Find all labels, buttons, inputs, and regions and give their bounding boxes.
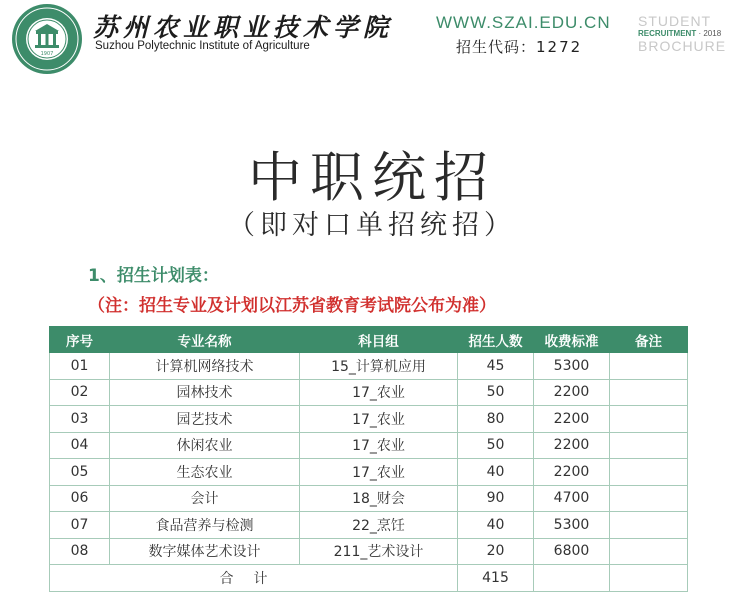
cell-fee: 5300 — [534, 353, 610, 380]
cell-major: 园林技术 — [110, 379, 300, 406]
table-row — [50, 459, 688, 486]
cell-remarks — [610, 353, 688, 380]
cell-major: 计算机网络技术 — [110, 353, 300, 380]
cell-enrollment: 80 — [458, 406, 534, 433]
brochure-top-text: STUDENT — [638, 13, 712, 29]
cell-major: 休闲农业 — [110, 432, 300, 459]
brochure-mid-text: RECRUITMENT — [638, 29, 697, 38]
cell-remarks — [610, 379, 688, 406]
table-row — [50, 379, 688, 406]
cell-major: 生态农业 — [110, 459, 300, 486]
total-label: 合计 — [50, 565, 458, 592]
cell-subject-group: 17_农业 — [300, 379, 458, 406]
cell-serial: 07 — [50, 512, 110, 539]
cell-fee: 2200 — [534, 406, 610, 433]
cell-fee: 2200 — [534, 459, 610, 486]
cell-fee: 2200 — [534, 432, 610, 459]
table-total-row — [50, 565, 688, 592]
table-header-row — [50, 327, 688, 353]
cell-fee: 5300 — [534, 512, 610, 539]
cell-subject-group: 15_计算机应用 — [300, 353, 458, 380]
table-row — [50, 406, 688, 433]
cell-subject-group: 211_艺术设计 — [300, 538, 458, 565]
cell-remarks — [610, 538, 688, 565]
enrollment-plan-table — [49, 326, 688, 592]
enrollment-code — [456, 36, 582, 57]
cell-enrollment: 40 — [458, 512, 534, 539]
cell-serial: 04 — [50, 432, 110, 459]
school-name-en: Suzhou Polytechnic Institute of Agriculture — [95, 40, 310, 52]
header-enrollment: 招生人数 — [458, 327, 534, 353]
cell-fee: 2200 — [534, 379, 610, 406]
page-title: 中职统招 — [248, 146, 496, 209]
code-label: 招生代码： — [456, 38, 537, 56]
brochure-badge — [638, 14, 738, 53]
cell-subject-group: 18_财会 — [300, 485, 458, 512]
cell-enrollment: 40 — [458, 459, 534, 486]
cell-remarks — [610, 406, 688, 433]
brochure-bottom-text: BROCHURE — [638, 38, 727, 54]
code-value: 1272 — [536, 38, 583, 56]
table-row — [50, 353, 688, 380]
cell-remarks — [610, 485, 688, 512]
cell-major: 数字媒体艺术设计 — [110, 538, 300, 565]
cell-serial: 01 — [50, 353, 110, 380]
cell-enrollment: 90 — [458, 485, 534, 512]
cell-serial: 02 — [50, 379, 110, 406]
cell-fee: 6800 — [534, 538, 610, 565]
school-name-cn: 苏州农业职业技术学院 — [93, 13, 394, 42]
brochure-year: · 2018 — [698, 29, 722, 38]
header-serial: 序号 — [50, 327, 110, 353]
header-fee: 收费标准 — [534, 327, 610, 353]
cell-serial: 06 — [50, 485, 110, 512]
table-row — [50, 512, 688, 539]
total-remarks-empty — [610, 565, 688, 592]
total-enrollment: 415 — [458, 565, 534, 592]
cell-remarks — [610, 432, 688, 459]
cell-subject-group: 17_农业 — [300, 432, 458, 459]
cell-remarks — [610, 459, 688, 486]
header-subject-group: 科目组 — [300, 327, 458, 353]
cell-major: 会计 — [110, 485, 300, 512]
cell-subject-group: 22_烹饪 — [300, 512, 458, 539]
school-logo-seal — [11, 3, 83, 75]
cell-enrollment: 50 — [458, 379, 534, 406]
cell-major: 食品营养与检测 — [110, 512, 300, 539]
table-row — [50, 538, 688, 565]
table-row — [50, 485, 688, 512]
website-url: WWW.SZAI.EDU.CN — [436, 13, 611, 32]
cell-enrollment: 45 — [458, 353, 534, 380]
cell-serial: 05 — [50, 459, 110, 486]
cell-enrollment: 50 — [458, 432, 534, 459]
section-heading: 1、招生计划表： — [88, 266, 219, 286]
cell-fee: 4700 — [534, 485, 610, 512]
header-major: 专业名称 — [110, 327, 300, 353]
cell-remarks — [610, 512, 688, 539]
seal-year: 1907 — [40, 51, 54, 57]
plan-note: （注：招生专业及计划以江苏省教育考试院公布为准） — [88, 296, 496, 316]
cell-subject-group: 17_农业 — [300, 459, 458, 486]
cell-major: 园艺技术 — [110, 406, 300, 433]
brochure-mid-line — [638, 30, 738, 38]
cell-subject-group: 17_农业 — [300, 406, 458, 433]
header-remarks: 备注 — [610, 327, 688, 353]
cell-serial: 08 — [50, 538, 110, 565]
table-row — [50, 432, 688, 459]
total-fee-empty — [534, 565, 610, 592]
cell-serial: 03 — [50, 406, 110, 433]
cell-enrollment: 20 — [458, 538, 534, 565]
page-subtitle: （即对口单招统招） — [228, 210, 516, 241]
